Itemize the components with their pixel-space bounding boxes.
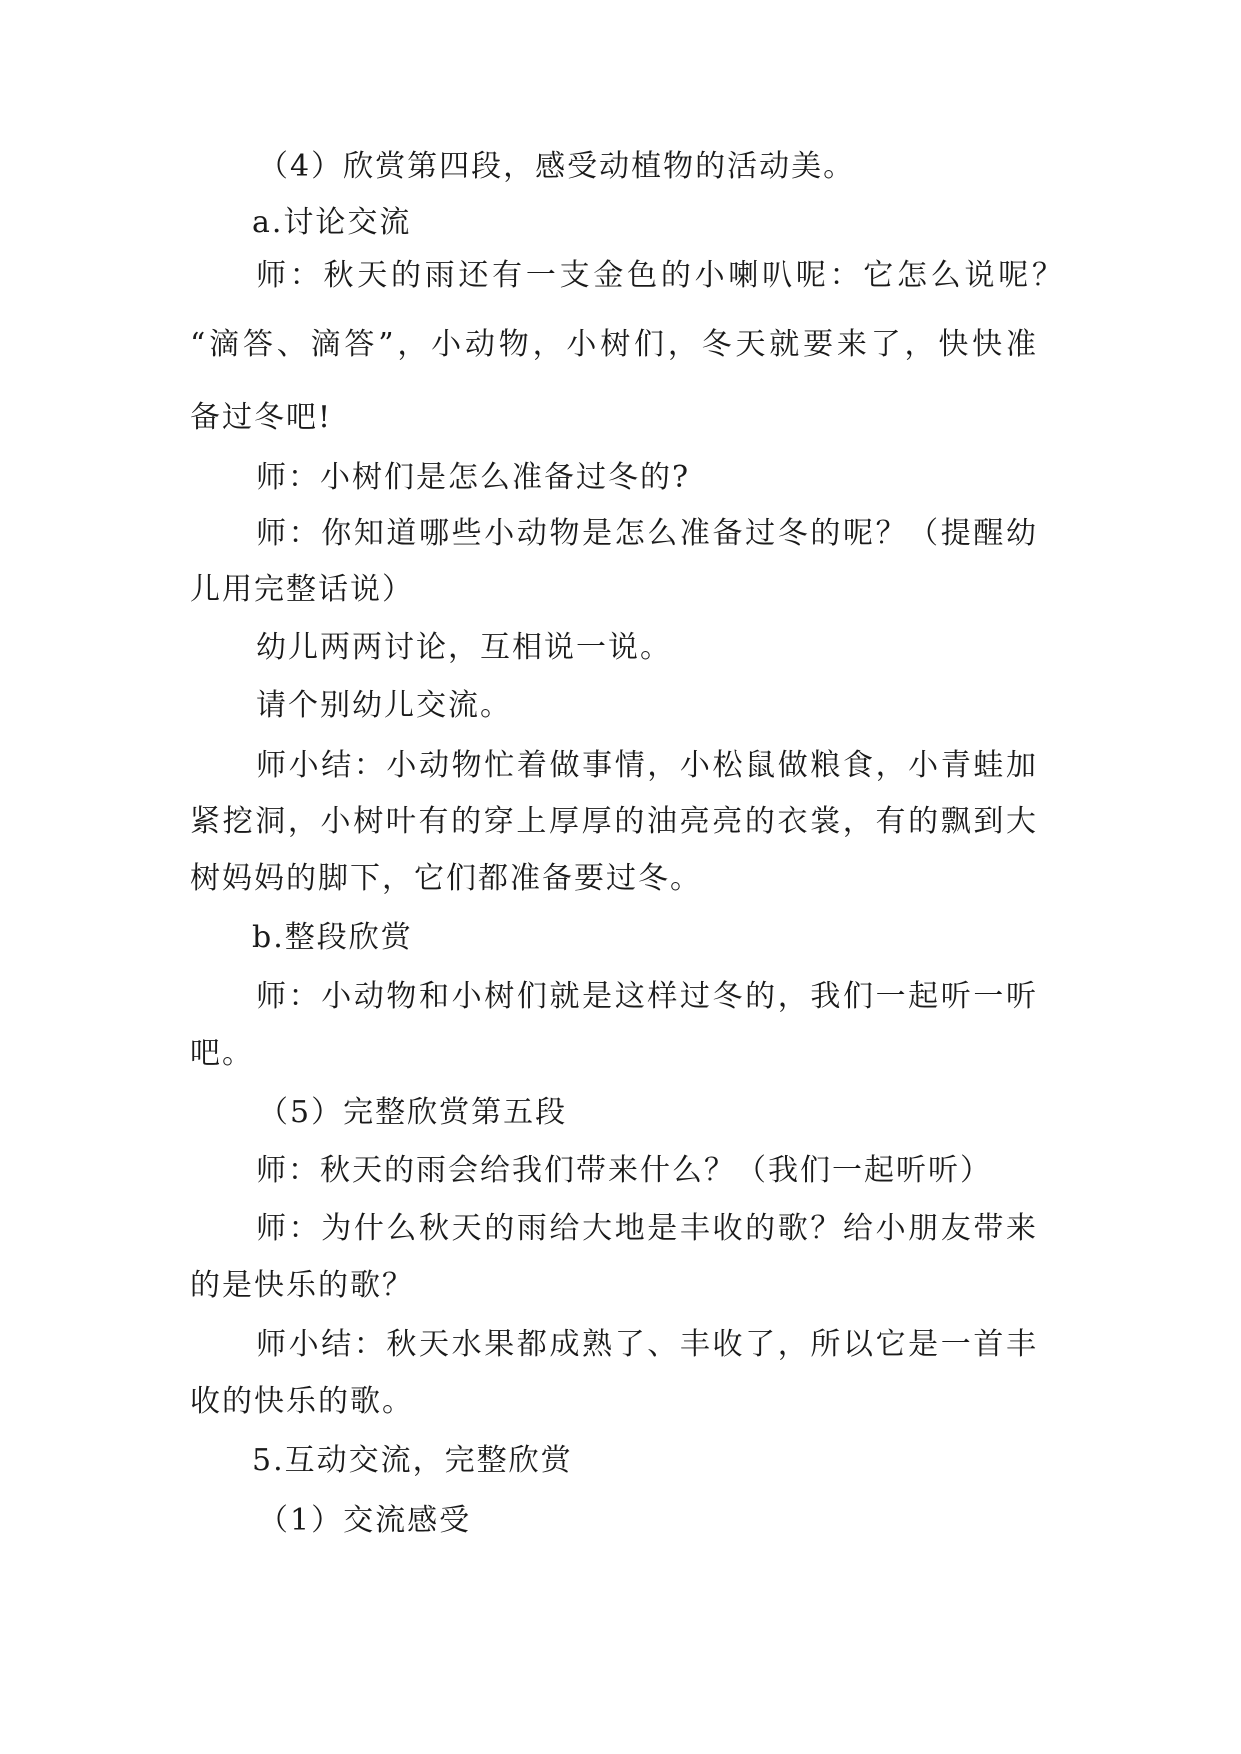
paragraph-line: b.整段欣赏 (252, 920, 413, 955)
paragraph-line: （1）交流感受 (258, 1503, 472, 1538)
paragraph-line: 幼儿两两讨论，互相说一说。 (256, 630, 672, 665)
paragraph-line: 师：小树们是怎么准备过冬的? (256, 460, 691, 495)
paragraph-line: 紧挖洞，小树叶有的穿上厚厚的油亮亮的衣裳，有的飘到大 (190, 804, 1038, 839)
paragraph-line: 师：你知道哪些小动物是怎么准备过冬的呢？（提醒幼 (256, 516, 1038, 551)
paragraph-line: 的是快乐的歌？ (190, 1268, 414, 1303)
paragraph-line: 师小结：秋天水果都成熟了、丰收了，所以它是一首丰 (256, 1327, 1038, 1362)
paragraph-line: 师：小动物和小树们就是这样过冬的，我们一起听一听 (256, 979, 1038, 1014)
paragraph-line: 师：秋天的雨还有一支金色的小喇叭呢：它怎么说呢？ (256, 258, 1064, 293)
paragraph-line: 请个别幼儿交流。 (256, 688, 512, 723)
paragraph-line: a.讨论交流 (252, 205, 412, 240)
paragraph-line: 吧。 (190, 1036, 254, 1071)
paragraph-line: 师：为什么秋天的雨给大地是丰收的歌？给小朋友带来 (256, 1211, 1038, 1246)
paragraph-line: 备过冬吧! (190, 400, 333, 435)
paragraph-line: 收的快乐的歌。 (190, 1384, 414, 1419)
paragraph-line: “滴答、滴答”，小动物，小树们，冬天就要来了，快快准 (190, 327, 1038, 362)
paragraph-line: （4）欣赏第四段，感受动植物的活动美。 (258, 149, 856, 184)
paragraph-line: 师小结：小动物忙着做事情，小松鼠做粮食，小青蛙加 (256, 748, 1038, 783)
paragraph-line: 儿用完整话说） (190, 572, 414, 607)
paragraph-line: 5.互动交流，完整欣赏 (252, 1443, 573, 1478)
paragraph-line: （5）完整欣赏第五段 (258, 1095, 568, 1130)
paragraph-line: 树妈妈的脚下，它们都准备要过冬。 (190, 861, 702, 896)
paragraph-line: 师：秋天的雨会给我们带来什么？（我们一起听听） (256, 1153, 992, 1188)
